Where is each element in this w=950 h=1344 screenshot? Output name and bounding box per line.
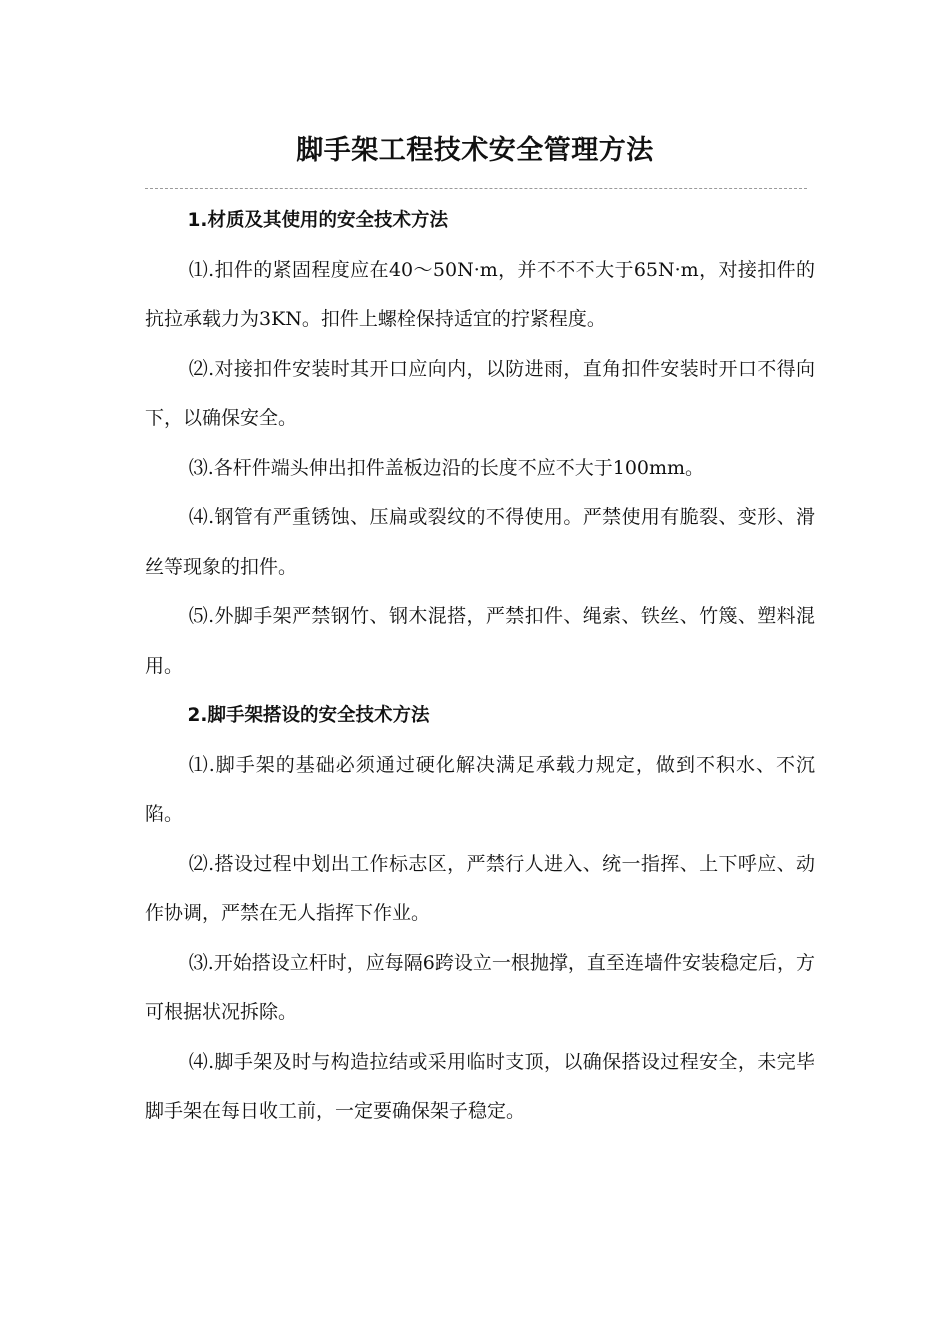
paragraph: ⑸.外脚手架严禁钢竹、钢木混搭，严禁扣件、绳索、铁丝、竹篾、塑料混用。 [145, 605, 815, 677]
paragraph: ⑷.脚手架及时与构造拉结或采用临时支顶，以确保搭设过程安全，未完毕脚手架在每日收工前，一定要确保架子稳定。 [145, 1050, 815, 1122]
paragraph: ⑶.开始搭设立杆时，应每隔6跨设立一根抛撑，直至连墙件安装稳定后，方可根据状况拆除。 [145, 951, 815, 1023]
document-body [145, 196, 815, 1137]
paragraph: ⑴.脚手架的基础必须通过硬化解决满足承载力规定，做到不积水、不沉陷。 [145, 753, 815, 825]
section-heading: 2.脚手架搭设的安全技术方法 [187, 705, 430, 726]
paragraph: ⑵.搭设过程中划出工作标志区，严禁行人进入、统一指挥、上下呼应、动作协调，严禁在无人指挥下作业。 [145, 852, 815, 924]
paragraph: ⑵.对接扣件安装时其开口应向内，以防进雨，直角扣件安装时开口不得向下，以确保安全。 [145, 357, 815, 429]
document-title: 脚手架工程技术安全管理方法 [296, 135, 654, 166]
section-heading: 1.材质及其使用的安全技术方法 [187, 210, 448, 231]
title-divider [145, 188, 807, 189]
paragraph: ⑴.扣件的紧固程度应在40～50N·m，并不不不大于65N·m，对接扣件的抗拉承载力为3KN。扣件上螺栓保持适宜的拧紧程度。 [145, 258, 815, 330]
paragraph: ⑷.钢管有严重锈蚀、压扁或裂纹的不得使用。严禁使用有脆裂、变形、滑丝等现象的扣件。 [145, 506, 815, 578]
paragraph: ⑶.各杆件端头伸出扣件盖板边沿的长度不应不大于100mm。 [188, 456, 705, 479]
